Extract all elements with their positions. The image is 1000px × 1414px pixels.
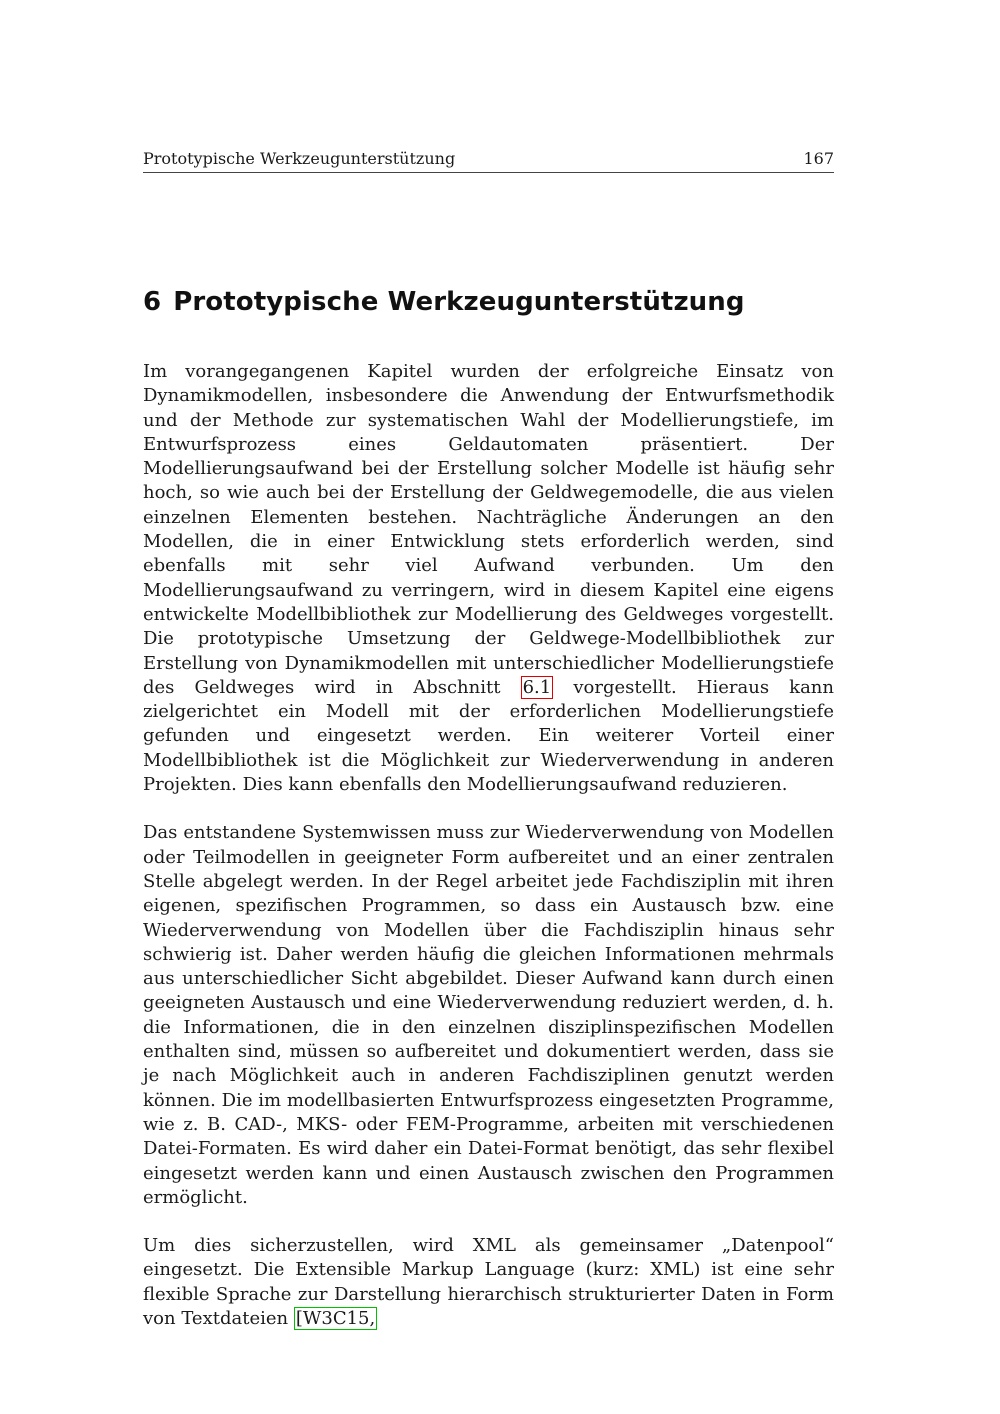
page-number: 167	[803, 149, 834, 168]
body-text	[143, 360, 834, 1355]
chapter-title: Prototypische Werkzeugunterstützung	[173, 287, 745, 317]
running-title: Prototypische Werkzeugunterstützung	[143, 149, 456, 168]
paragraph-3	[143, 1234, 834, 1331]
chapter-number: 6	[143, 287, 162, 317]
paragraph-3-text: Um dies sicherzustellen, wird XML als gemeinsamer „Datenpool“ eingesetzt. Die Extensible Markup Language (kurz: XML) ist eine sehr flexible Sprache zur Darstellung hierarchisch strukturierter Daten in Form von Textdateien	[143, 1235, 834, 1329]
paragraph-1-text-a: Im vorangegangenen Kapitel wurden der erfolgreiche Einsatz von Dynamikmodellen, insbesondere die Anwendung der Entwurfsmethodik und der Methode zur systematischen Wahl der Modellierungstiefe, im Entwurfsprozess eines Geldautomaten präsentiert. Der Modellierungsaufwand bei der Erstellung solcher Modelle ist häufig sehr hoch, so wie auch bei der Erstellung der Geldwegemodelle, die aus vielen einzelnen Elementen bestehen. Nachträgliche Änderungen an den Modellen, die in einer Entwicklung stets erforderlich werden, sind ebenfalls mit sehr viel Aufwand verbunden. Um den Modellierungsaufwand zu verringern, wird in diesem Kapitel eine eigens entwickelte Modellbibliothek zur Modellierung des Geldweges vorgestellt. Die prototypische Umsetzung der Geldwege-Modellbibliothek zur Erstellung von Dynamikmodellen mit unterschiedlicher Modellierungstiefe des Geldweges wird in Abschnitt	[143, 361, 834, 698]
paragraph-1	[143, 360, 834, 797]
paragraph-1-text-b: vorgestellt. Hieraus kann zielgerichtet ein Modell mit der erforderlichen Modellierungstiefe gefunden und eingesetzt werden. Ein weiterer Vorteil einer Modellbibliothek ist die Möglichkeit zur Wiederverwendung in anderen Projekten. Dies kann ebenfalls den Modellierungsaufwand reduzieren.	[143, 676, 834, 796]
running-header	[143, 148, 834, 173]
chapter-heading	[143, 284, 834, 320]
paragraph-2: Das entstandene Systemwissen muss zur Wiederverwendung von Modellen oder Teilmodellen in geeigneter Form aufbereitet und an einer zentralen Stelle abgelegt werden. In der Regel arbeitet jede Fachdisziplin mit ihren eigenen, spezifischen Programmen, so dass ein Austausch bzw. eine Wiederverwendung von Modellen über die Fachdisziplin hinaus sehr schwierig ist. Daher werden häufig die gleichen Informationen mehrmals aus unterschiedlicher Sicht abgebildet. Dieser Aufwand kann durch einen geeigneten Austausch und eine Wiederverwendung reduziert werden, d. h. die Informationen, die in den einzelnen disziplinspezifischen Modellen enthalten sind, müssen so aufbereitet und dokumentiert werden, dass sie je nach Möglichkeit auch in anderen Fachdisziplinen genutzt werden können. Die im modellbasierten Entwurfsprozess eingesetzten Programme, wie z. B. CAD-, MKS- oder FEM-Programme, arbeiten mit verschiedenen Datei-Formaten. Es wird daher ein Datei-Format benötigt, das sehr flexibel eingesetzt werden kann und einen Austausch zwischen den Programmen ermöglicht.	[143, 822, 834, 1208]
citation-link[interactable]: [W3C15,	[295, 1307, 376, 1329]
section-reference-link[interactable]: 6.1	[522, 676, 552, 698]
